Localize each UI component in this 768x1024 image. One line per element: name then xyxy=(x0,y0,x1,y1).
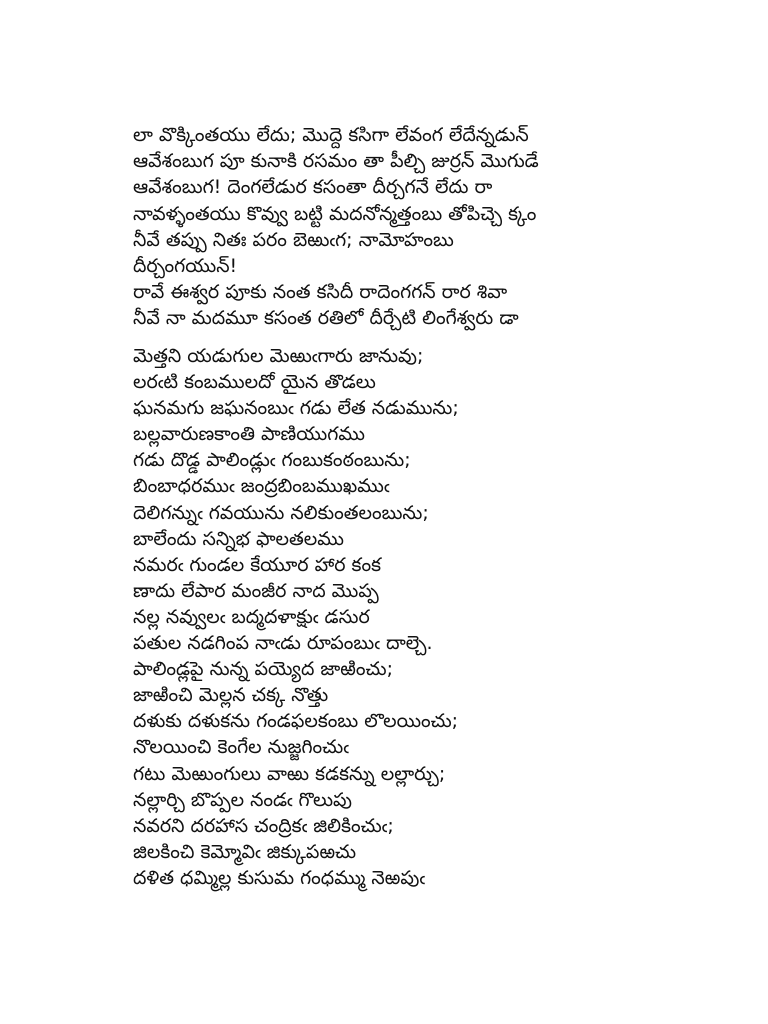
verse-line: లా వొక్కింతయు లేదు; మొద్దె కసిగా లేవంగ లేదేన్నడున్ xyxy=(133,124,529,146)
verse-stanza-1 xyxy=(133,122,733,332)
verse-line: బింబాధరముఁ జంద్రబింబముఖముఁ xyxy=(133,475,390,498)
verse-line: నీవే నా మదమూ కసంత రతిలో దీర్చేటి లింగేశ్వరు డా xyxy=(133,307,519,330)
verse-line: బాలేందు సన్నిభ ఫాలతలము xyxy=(133,527,344,550)
verse-line: నావళ్ళంతయు కొవ్వు బట్టి మదనోన్మత్తంబు తోపిచ్చె క్కం xyxy=(133,202,537,225)
verse-line: గటు మెఱుంగులు వాఱు కడకన్ను లల్లార్చు; xyxy=(133,762,446,785)
verse-line: పాలిండ్లపై నున్న పయ్యెద జాఱించు; xyxy=(133,658,393,681)
verse-line: పతుల నడగింప నాఁడు రూపంబుఁ దాల్చె. xyxy=(133,632,433,655)
verse-line: బల్లవారుణకాంతి పాణియుగము xyxy=(133,423,366,446)
verse-line: దీర్చంగయున్! xyxy=(133,254,238,277)
verse-line: మెత్తని యడుగుల మెఱుఁగారు జానువు; xyxy=(133,345,424,367)
verse-line: ఘనమగు జఘనంబుఁ గడు లేత నడుమును; xyxy=(133,397,459,420)
verse-line: లరఁటి కంబములదో యైన తొడలు xyxy=(133,371,376,394)
verse-line: నీవే తప్పు నితః పరం బెఱుఁగ; నామోహంబు xyxy=(133,228,454,251)
verse-line: జిలకించి కెమ్మోవిఁ జిక్కుపఱచు xyxy=(133,840,357,863)
verse-line: జాఱించి మెల్లన చక్క నొత్తు xyxy=(133,684,329,707)
verse-line: ణాదు లేపార మంజీర నాద మొప్ప xyxy=(133,579,379,602)
verse-line: దళిత ధమ్మిల్ల కుసుమ గంధమ్ము నెఱపుఁ xyxy=(133,866,425,889)
verse-line: రావే ఈశ్వర పూకు నంత కసిదీ రాదెంగగన్ రార శివా xyxy=(133,281,508,304)
verse-line: నవరని దరహాస చంద్రికఁ జిలికించుఁ; xyxy=(133,814,394,837)
verse-line: నొలయించి కెంగేల నుజ్జగించుఁ xyxy=(133,736,349,759)
verse-line: నమరఁ గుండల కేయూర హార కంక xyxy=(133,553,382,576)
verse-line: గడు దొడ్డ పాలిండ్లుఁ గంబుకంఠంబును; xyxy=(133,449,411,472)
verse-line: ఆవేశంబుగ పూ కునాకి రసమం తా పీల్చి జుర్రన్ మొగుడే xyxy=(133,150,539,173)
verse-line: ఆవేశంబుగ! దెంగలేడుర కసంతా దీర్చగనే లేదు రా xyxy=(133,176,493,199)
verse-stanza-2 xyxy=(133,343,733,891)
verse-line: దెలిగన్నుఁ గవయును నలికుంతలంబును; xyxy=(133,501,429,524)
verse-line: దళుకు దళుకను గండఫలకంబు లొలయించు; xyxy=(133,710,459,733)
verse-line: నల్ల నవ్వులఁ బద్మదళాక్షుఁ డసుర xyxy=(133,605,370,628)
verse-line: నల్లార్చి బొప్పల నండఁ గొలుపు xyxy=(133,788,352,811)
